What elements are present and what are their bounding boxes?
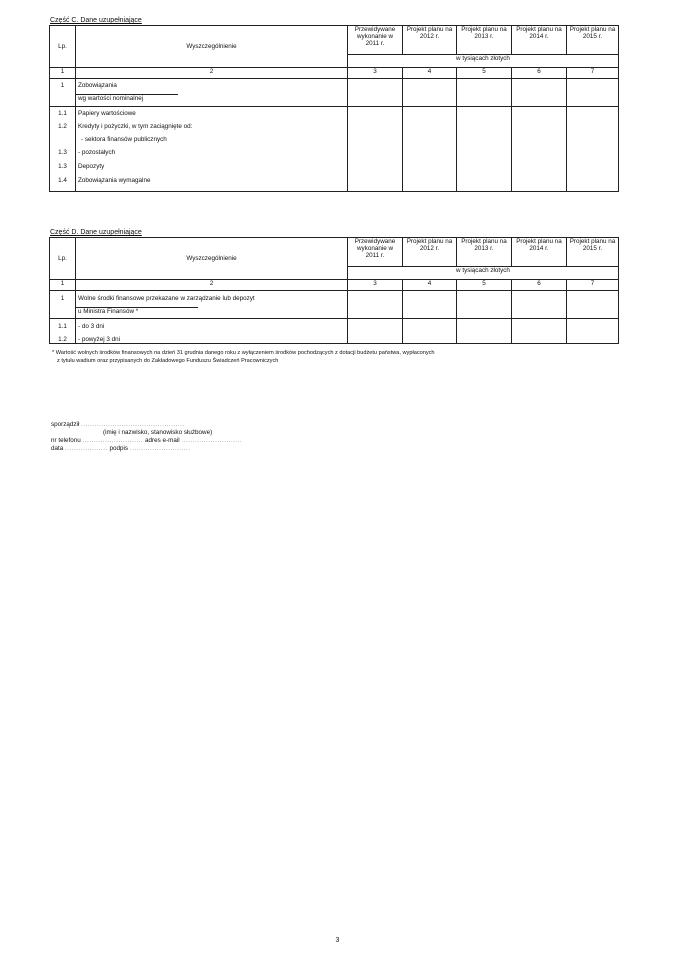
sign-label: podpis	[109, 445, 129, 452]
sign-field[interactable]: ...........................	[129, 445, 191, 452]
row-lp: 1	[50, 291, 76, 319]
header-col4: Projekt planu na 2012 r.	[403, 238, 457, 267]
footnote-line: z tytułu wadium oraz przypisanych do Zakładowego Funduszu Świadczeń Pracowniczych	[57, 358, 279, 364]
col-num: 4	[403, 280, 457, 291]
value-cell[interactable]	[512, 291, 567, 319]
row-desc	[76, 319, 348, 344]
row-text: - pozostałych	[78, 149, 116, 156]
phone-field[interactable]: ...........................	[82, 437, 144, 444]
header-desc: Wyszczególnienie	[76, 26, 348, 68]
value-cell[interactable]	[512, 79, 567, 107]
header-lp: Lp.	[50, 26, 76, 68]
col-num: 1	[50, 280, 76, 291]
value-cell[interactable]	[348, 319, 403, 344]
row-text: u Ministra Finansów *	[76, 307, 198, 315]
value-cell[interactable]	[567, 319, 619, 344]
email-field[interactable]: ...........................	[181, 437, 243, 444]
header-col4: Projekt planu na 2012 r.	[403, 26, 457, 55]
table-row	[50, 319, 619, 344]
value-cell[interactable]	[403, 107, 457, 192]
col-num: 7	[567, 68, 619, 79]
prepared-field[interactable]: ..............................................	[81, 421, 185, 428]
section-d-title: Część D. Dane uzupełniające	[50, 229, 142, 236]
col-num: 5	[457, 68, 512, 79]
row-text: - do 3 dni	[78, 323, 105, 330]
table-row	[50, 79, 619, 107]
value-cell[interactable]	[348, 107, 403, 192]
value-cell[interactable]	[457, 79, 512, 107]
header-unit: w tysiącach złotych	[348, 267, 619, 280]
header-col3: Przewidywane wykonanie w 2011 r.	[348, 238, 403, 267]
header-col5: Projekt planu na 2013 r.	[457, 26, 512, 55]
value-cell[interactable]	[348, 291, 403, 319]
header-desc: Wyszczególnienie	[76, 238, 348, 280]
prepared-label: sporządził	[51, 421, 80, 428]
footnote	[52, 349, 435, 365]
section-c-title: Część C. Dane uzupełniające	[50, 17, 142, 24]
col-num: 7	[567, 280, 619, 291]
header-col7: Projekt planu na 2015 r.	[567, 238, 619, 267]
page-number: 3	[335, 937, 340, 944]
section-c-table	[49, 25, 619, 192]
header-col6: Projekt planu na 2014 r.	[512, 26, 567, 55]
value-cell[interactable]	[457, 291, 512, 319]
footnote-line: * Wartość wolnych środków finansowych na dzień 31 grudnia danego roku z wyłączeniem środków pochodzących z dotacji budżetu państwa, wypłaconych	[52, 350, 435, 356]
value-cell[interactable]	[567, 107, 619, 192]
section-d-table	[49, 237, 619, 344]
date-label: data	[51, 445, 64, 452]
phone-label: nr telefonu	[51, 437, 81, 444]
row-text: wg wartości nominalnej	[76, 94, 178, 102]
value-cell[interactable]	[567, 79, 619, 107]
col-num: 3	[348, 68, 403, 79]
date-field[interactable]: ...................	[65, 445, 108, 452]
header-col3: Przewidywane wykonanie w 2011 r.	[348, 26, 403, 55]
row-desc	[76, 79, 348, 107]
table-row	[50, 291, 619, 319]
col-num: 6	[512, 280, 567, 291]
row-desc	[76, 107, 348, 192]
value-cell[interactable]	[512, 319, 567, 344]
signature-block	[51, 421, 242, 453]
row-lp: 1	[50, 79, 76, 107]
value-cell[interactable]	[403, 319, 457, 344]
header-lp: Lp.	[50, 238, 76, 280]
row-text: Zobowiązania	[78, 82, 117, 89]
col-num: 2	[76, 280, 348, 291]
prepared-hint: (imię i nazwisko, stanowisko służbowe)	[103, 429, 213, 436]
table-row	[50, 107, 619, 192]
header-col5: Projekt planu na 2013 r.	[457, 238, 512, 267]
value-cell[interactable]	[457, 107, 512, 192]
row-text: Zobowiązania wymagalne	[78, 177, 151, 184]
row-text: - powyżej 3 dni	[78, 336, 120, 343]
value-cell[interactable]	[457, 319, 512, 344]
row-text: Depozyty	[78, 163, 105, 170]
email-label: adres e-mail	[145, 437, 180, 444]
col-num: 5	[457, 280, 512, 291]
value-cell[interactable]	[403, 291, 457, 319]
value-cell[interactable]	[512, 107, 567, 192]
col-num: 1	[50, 68, 76, 79]
header-unit: w tysiącach złotych	[348, 55, 619, 68]
value-cell[interactable]	[403, 79, 457, 107]
row-lp: 1.1 1.2 1.3 1.3 1.4	[50, 107, 76, 192]
row-text: Kredyty i pożyczki, w tym zaciągnięte od:	[78, 123, 193, 130]
col-num: 2	[76, 68, 348, 79]
row-text: - sektora finansów publicznych	[81, 136, 167, 143]
col-num: 3	[348, 280, 403, 291]
row-text: Papiery wartościowe	[78, 110, 136, 117]
header-col6: Projekt planu na 2014 r.	[512, 238, 567, 267]
row-text: Wolne środki finansowe przekazane w zarządzanie lub depozyt	[78, 295, 255, 302]
row-lp: 1.1 1.2	[50, 319, 76, 344]
col-num: 6	[512, 68, 567, 79]
value-cell[interactable]	[567, 291, 619, 319]
header-col7: Projekt planu na 2015 r.	[567, 26, 619, 55]
col-num: 4	[403, 68, 457, 79]
row-desc	[76, 291, 348, 319]
value-cell[interactable]	[348, 79, 403, 107]
